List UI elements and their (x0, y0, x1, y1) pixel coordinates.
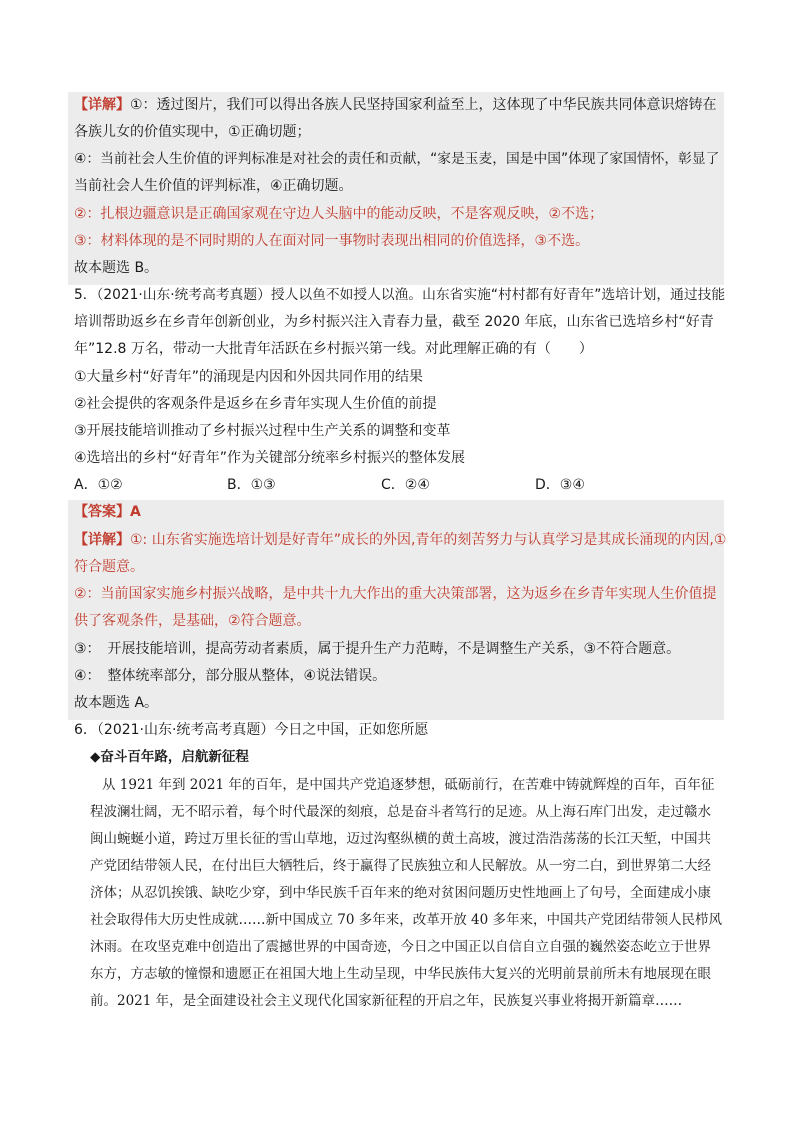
option-c: C．②④ (381, 477, 430, 493)
q5-stem-line-1: 5．（2021·山东·统考高考真题）授人以鱼不如授人以渔。山东省实施“村村都有好青年”选培计划，通过技能 (74, 287, 726, 303)
q5-statement-1: ①大量乡村“好青年”的涌现是内因和外因共同作用的结果 (74, 369, 424, 385)
q5-statement-2: ②社会提供的客观条件是返乡在乡青年实现人生价值的前提 (74, 396, 437, 412)
q5-statement-4: ④选培出的乡村“好青年”作为关键部分统率乡村振兴的整体发展 (74, 450, 466, 466)
q5-answer (74, 503, 141, 521)
option-b: B．①③ (227, 477, 276, 493)
q4-conclusion: 故本题选 B。 (74, 260, 159, 276)
option-d: D．③④ (535, 477, 585, 493)
q6-para-line-3: 闽山蜿蜒小道，跨过万里长征的雪山草地，迈过沟壑纵横的黄土高坡，渡过浩浩荡荡的长江天堑，中国共 (90, 831, 711, 847)
q6-para-line-9: 前。2021 年，是全面建设社会主义现代化国家新征程的开启之年，民族复兴事业将揭开新篇章…… (90, 993, 683, 1009)
q5-explain-line-2: 符合题意。 (74, 559, 144, 575)
explain-tag: 【详解】 (74, 97, 130, 113)
q5-stem-line-2: 培训帮助返乡在乡青年创新创业，为乡村振兴注入青春力量，截至 2020 年底，山东省已选培乡村“好青 (74, 314, 714, 330)
q5-explain-line-3: ②：当前国家实施乡村振兴战略，是中共十九大作出的重大决策部署，这为返乡在乡青年实现人生价值提 (74, 586, 717, 602)
q4-explain-line-2: 各族儿女的价值实现中，①正确切题； (74, 124, 311, 140)
q4-explain-line-3: ④：当前社会人生价值的评判标准是对社会的责任和贡献，“家是玉麦，国是中国”体现了家国情怀，彰显了 (74, 151, 720, 167)
q5-statement-3: ③开展技能培训推动了乡村振兴过程中生产关系的调整和变革 (74, 423, 451, 439)
q6-title: 6．（2021·山东·统考高考真题）今日之中国，正如您所愿 (74, 722, 429, 738)
q6-para-line-5: 济体；从忍饥挨饿、缺吃少穿，到中华民族千百年来的绝对贫困问题历史性地画上了句号，全面建成小康 (90, 885, 711, 901)
q6-para-line-4: 产党团结带领人民，在付出巨大牺牲后，终于赢得了民族独立和人民解放。从一穷二白，到世界第二大经 (90, 858, 711, 874)
q5-explain-line-4: 供了客观条件，是基础，②符合题意。 (74, 613, 311, 629)
q4-explain-line-4: 当前社会人生价值的评判标准，④正确切题。 (74, 178, 353, 194)
q6-para-line-7: 沐雨。在攻坚克难中创造出了震撼世界的中国奇迹，今日之中国正以自信自立自强的巍然姿态屹立于世界 (90, 939, 711, 955)
explain-tag: 【详解】 (74, 532, 130, 548)
q5-stem-line-3: 年”12.8 万名，带动一大批青年活跃在乡村振兴第一线。对此理解正确的有（ ） (74, 341, 593, 357)
q4-explain-line-6: ③：材料体现的是不同时期的人在面对同一事物时表现出相同的价值选择，③不选。 (74, 233, 590, 249)
q6-para-line-8: 东方，方志敏的憧憬和遗愿正在祖国大地上生动呈现，中华民族伟大复兴的光明前景前所未有地展现在眼 (90, 966, 711, 982)
q6-heading: ◆奋斗百年路，启航新征程 (90, 749, 249, 765)
q5-explain-line-1: 【详解】①: 山东省实施选培计划是好青年”成长的外因,青年的刻苦努力与认真学习是其成长涌现的内因,① (74, 532, 727, 548)
q6-para-line-6: 社会取得伟大历史性成就……新中国成立 70 多年来，改革开放 40 多年来，中国共产党团结带领人民栉风 (90, 912, 723, 928)
answer-tag: 【答案】 (74, 504, 130, 520)
option-a: A．①② (74, 477, 123, 493)
q5-explain-line-6: ④： 整体统率部分，部分服从整体，④说法错误。 (74, 668, 387, 684)
q6-para-line-1: 从 1921 年到 2021 年的百年，是中国共产党追逐梦想，砥砺前行，在苦难中铸就辉煌的百年，百年征 (102, 777, 715, 793)
answer-value: A (130, 504, 141, 520)
q4-explain-line-1: 【详解】①：透过图片，我们可以得出各族人民坚持国家利益至上，这体现了中华民族共同体意识熔铸在 (74, 97, 717, 113)
q5-explain-line-5: ③： 开展技能培训，提高劳动者素质，属于提升生产力范畴，不是调整生产关系，③不符合题意。 (74, 641, 681, 657)
q4-explain-line-5: ②：扎根边疆意识是正确国家观在守边人头脑中的能动反映，不是客观反映，②不选； (74, 206, 604, 222)
q6-para-line-2: 程波澜壮阔，无不昭示着，每个时代最深的刻痕，总是奋斗者笃行的足迹。从上海石库门出发，走过赣水 (90, 804, 711, 820)
q5-conclusion: 故本题选 A。 (74, 695, 159, 711)
